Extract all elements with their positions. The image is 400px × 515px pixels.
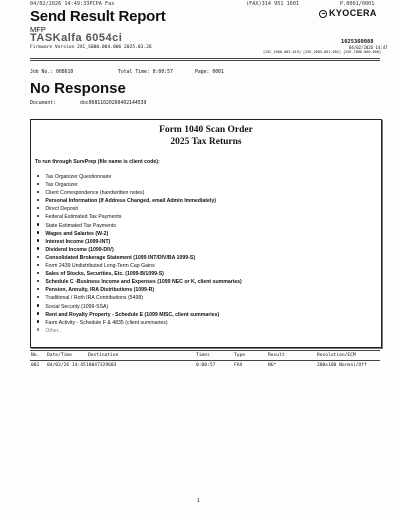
table-top-rule: [30, 350, 380, 351]
list-item: Traditional / Roth IRA Contributions (5498): [37, 294, 242, 302]
bullet-icon: [37, 296, 39, 298]
header-divider-2: [30, 60, 380, 61]
list-item: Consolidated Brokerage Statement (1099 INT/DIV/BA 1099-S): [37, 254, 242, 262]
col-header-no: No.: [31, 353, 40, 358]
cell-destination: 18047329603: [86, 363, 117, 368]
page-number: 1: [197, 498, 200, 504]
col-header-resolution: Resolution/ECM: [317, 353, 356, 358]
bullet-icon: [37, 264, 39, 266]
bullet-icon: [37, 304, 39, 306]
list-item: Social Security (1099-SSA): [37, 303, 242, 311]
document-label: Document:: [30, 101, 56, 106]
bullet-icon: [37, 215, 39, 217]
fax-datetime: 04/02/2026 14:49:33PCPA Fax: [30, 1, 115, 7]
document-preview: [30, 119, 382, 348]
kyocera-mark-icon: [319, 10, 327, 18]
cell-datetime: 04/02/26 14:45: [47, 363, 86, 368]
bullet-icon: [37, 191, 39, 193]
list-item: Wages and Salaries (W-2): [37, 230, 242, 238]
list-item: Schedule C -Business Income and Expenses (1099 NEC or K, client summaries): [37, 278, 242, 286]
fax-page: P.0001/0001: [340, 1, 375, 7]
bullet-icon: [37, 280, 39, 282]
list-item: Tax Organizer: [37, 181, 242, 189]
list-item: Form 2439 Undistributed Long-Term Cap Gains: [37, 262, 242, 270]
bullet-icon: [37, 328, 39, 330]
bullet-icon: [37, 256, 39, 258]
report-subtitle: MFP: [30, 25, 46, 34]
cell-result: NG*: [268, 363, 277, 368]
col-header-destination: Destination: [88, 353, 119, 358]
form-title: Form 1040 Scan Order: [159, 125, 253, 135]
list-item: Direct Deposit: [37, 205, 242, 213]
list-item: Farm Activity - Schedule F & 4835 (client summaries): [37, 319, 242, 327]
document-id: doc06811020260402144539: [80, 101, 147, 106]
bullet-icon: [37, 288, 39, 290]
report-datetime: 04/02/2026 14:47: [349, 45, 388, 50]
list-item: Client Correspondence (handwritten notes): [37, 189, 242, 197]
col-header-result: Result: [268, 353, 285, 358]
list-item: State Estimated Tax Payments: [37, 222, 242, 230]
total-time: Total Time: 0:00:57: [118, 70, 173, 75]
list-item: Federal Estimated Tax Payments: [37, 213, 242, 221]
cell-type: FAX: [234, 363, 243, 368]
list-item: Sales of Stocks, Securities, Etc. (1099-B/1099-S): [37, 270, 242, 278]
cell-resolution: 200x100 Normal/Off: [317, 363, 367, 368]
header-divider: [30, 58, 380, 59]
bullet-icon: [37, 231, 39, 233]
list-item: Rent and Royalty Property - Schedule E (1099 MISC, client summaries): [37, 311, 242, 319]
fax-number: (FAX)314 951 1601: [246, 1, 300, 7]
status-heading: No Response: [30, 80, 126, 97]
bullet-icon: [37, 207, 39, 209]
col-header-times: Times: [196, 353, 210, 358]
bullet-icon: [37, 175, 39, 177]
kyocera-logo: KYOCERA: [319, 8, 377, 18]
serial-number: 1025360088: [341, 39, 374, 45]
bullet-icon: [37, 312, 39, 314]
bullet-icon: [37, 183, 39, 185]
list-item: Pension, Annuity, IRA Distributions (1099-R): [37, 286, 242, 294]
col-header-type: Type: [234, 353, 246, 358]
cell-times: 0:00:57: [196, 363, 216, 368]
list-item: Interest Income (1099-INT): [37, 238, 242, 246]
table-header-rule: [30, 360, 380, 361]
list-item: Tax Organizer Questionnaire: [37, 173, 242, 181]
firmware-codes: [2XC_1000.003.019] [2XE_2003.001.002] [2XE_7000.000.000]: [263, 50, 382, 54]
job-number: Job No.: 008610: [30, 70, 74, 75]
list-item: Personal Information (If Address Changed, email Admin Immediately): [37, 197, 242, 205]
job-page: Page: 0001: [195, 70, 224, 75]
cell-no: 001: [31, 363, 40, 368]
firmware-version: Firmware Version 2XC_S000.004.006 2025.03.26: [30, 45, 152, 50]
bullet-icon: [37, 199, 39, 201]
bullet-icon: [37, 223, 39, 225]
bullet-icon: [37, 239, 39, 241]
bullet-icon: [37, 272, 39, 274]
report-title: Send Result Report: [30, 8, 166, 25]
list-item: Dividend Income (1099-DIV): [37, 246, 242, 254]
col-header-datetime: Date/Time: [47, 353, 72, 358]
list-item: Other...: [37, 327, 242, 335]
scan-order-list: [37, 173, 242, 335]
form-subtitle: 2025 Tax Returns: [170, 137, 242, 147]
device-model: TASKalfa 6054ci: [30, 32, 123, 44]
bullet-icon: [37, 320, 39, 322]
bullet-icon: [37, 247, 39, 249]
form-intro: To run through SurePrep (file name is client code):: [35, 159, 160, 165]
